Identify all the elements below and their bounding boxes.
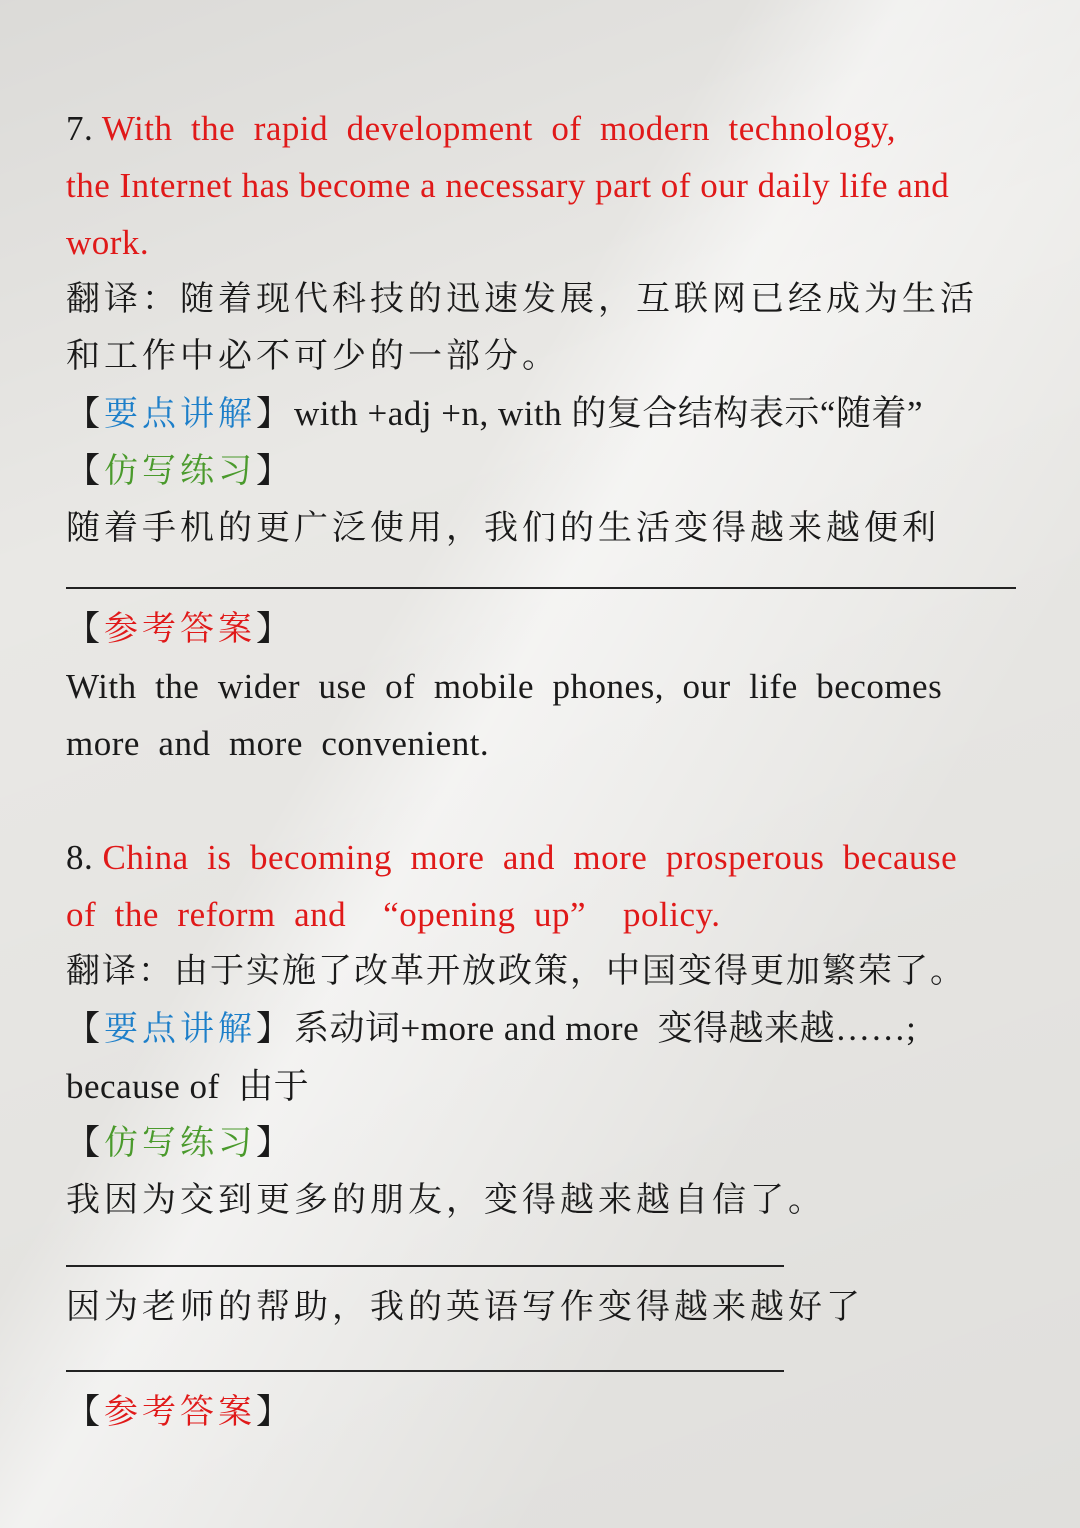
bracket-close: 】 bbox=[256, 1392, 294, 1432]
bracket-close: 】 bbox=[256, 1009, 294, 1049]
item8-answer-heading bbox=[66, 1384, 1026, 1441]
item7-answer-line-1: With the wider use of mobile phones, our life becomes bbox=[66, 667, 943, 706]
bracket-close: 】 bbox=[256, 609, 294, 649]
item7-sentence-line-2: the Internet has become a necessary part of our daily life and bbox=[66, 166, 950, 205]
document-body bbox=[66, 100, 1026, 1441]
answer-blank-line bbox=[66, 1265, 784, 1267]
item8-sentence-text-1: China is becoming more and more prosperous because bbox=[102, 838, 958, 877]
item7-key-point bbox=[66, 385, 1026, 443]
item7-practice-label: 仿写练习 bbox=[104, 451, 256, 491]
item7-answer-heading bbox=[66, 601, 1026, 658]
spacer bbox=[66, 772, 1026, 829]
item8-answer-label: 参考答案 bbox=[104, 1392, 256, 1432]
item7-practice-text: 随着手机的更广泛使用，我们的生活变得越来越便利 bbox=[66, 508, 940, 548]
bracket-open: 【 bbox=[66, 394, 104, 434]
item8-key-point-label: 要点讲解 bbox=[104, 1009, 256, 1049]
bracket-open: 【 bbox=[66, 1123, 104, 1163]
bracket-open: 【 bbox=[66, 1009, 104, 1049]
bracket-open: 【 bbox=[66, 609, 104, 649]
item8-practice-text-1: 我因为交到更多的朋友，变得越来越自信了。 bbox=[66, 1180, 826, 1220]
item8-practice-heading bbox=[66, 1115, 1026, 1172]
item8-key-point-text: 系动词+more and more 变得越来越……; bbox=[294, 1009, 917, 1048]
bracket-open: 【 bbox=[66, 1392, 104, 1432]
item7-answer-line-2: more and more convenient. bbox=[66, 724, 490, 763]
item7-translation-line-1: 翻译：随着现代科技的迅速发展，互联网已经成为生活 bbox=[66, 279, 978, 319]
item8-number: 8. bbox=[66, 838, 94, 877]
answer-blank-line bbox=[66, 1370, 784, 1372]
item8-sentence-line-1 bbox=[66, 829, 1026, 886]
item7-number: 7. bbox=[66, 109, 94, 148]
item7-translation-line-2: 和工作中必不可少的一部分。 bbox=[66, 336, 560, 376]
item7-key-point-text: with +adj +n, with 的复合结构表示“随着” bbox=[294, 394, 924, 433]
item8-practice-label: 仿写练习 bbox=[104, 1123, 256, 1163]
bracket-close: 】 bbox=[256, 394, 294, 434]
item7-key-point-label: 要点讲解 bbox=[104, 394, 256, 434]
item7-practice-heading bbox=[66, 443, 1026, 500]
item8-sentence-line-2: of the reform and “opening up” policy. bbox=[66, 895, 721, 934]
item8-key-point-text-2: because of 由于 bbox=[66, 1067, 310, 1106]
item7-sentence-text-1: With the rapid development of modern technology, bbox=[101, 109, 896, 148]
item8-translation: 翻译：由于实施了改革开放政策，中国变得更加繁荣了。 bbox=[66, 951, 966, 991]
item8-key-point bbox=[66, 1000, 1026, 1058]
item7-answer-label: 参考答案 bbox=[104, 609, 256, 649]
item7-sentence-line-1 bbox=[66, 100, 1026, 157]
bracket-open: 【 bbox=[66, 451, 104, 491]
answer-blank-line bbox=[66, 587, 1016, 589]
item7-sentence-line-3: work. bbox=[66, 223, 150, 262]
bracket-close: 】 bbox=[256, 451, 294, 491]
bracket-close: 】 bbox=[256, 1123, 294, 1163]
item8-practice-text-2: 因为老师的帮助，我的英语写作变得越来越好了 bbox=[66, 1287, 864, 1327]
